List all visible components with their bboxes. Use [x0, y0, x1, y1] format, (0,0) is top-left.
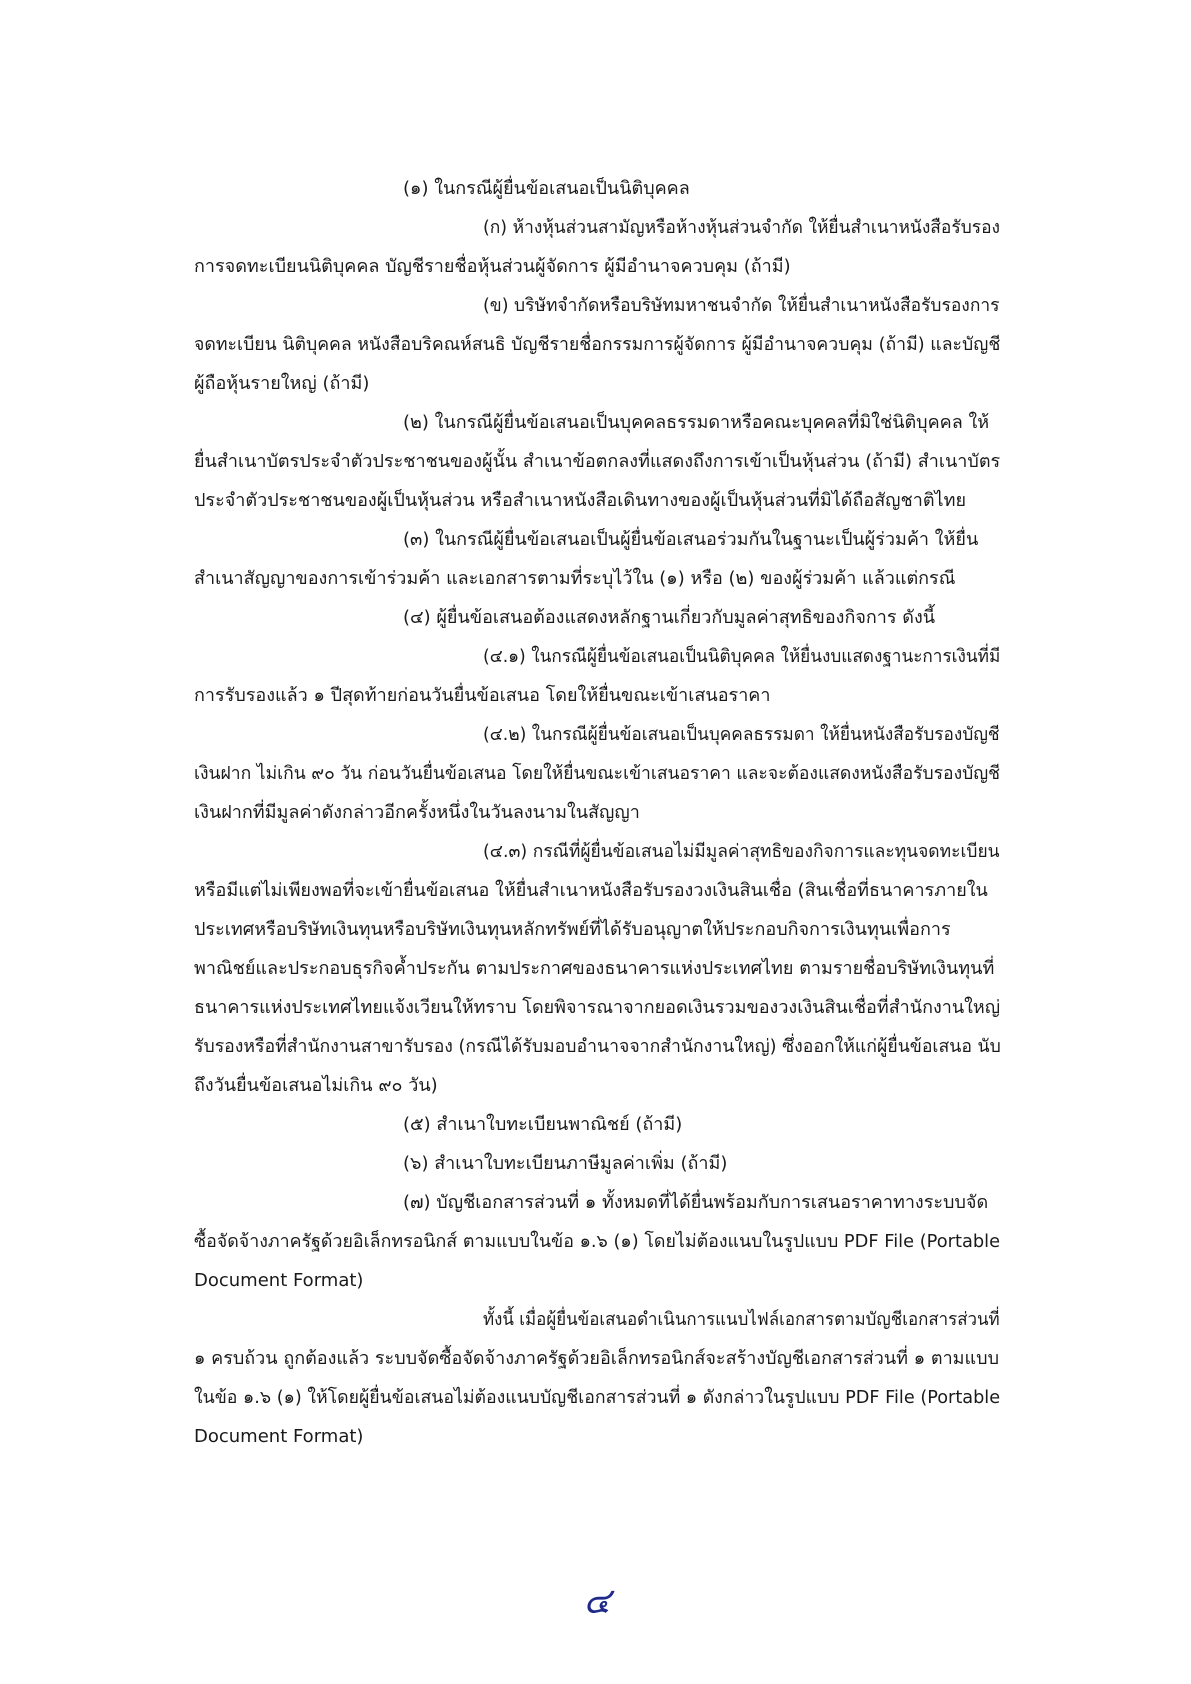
- text-line: (๕) สำเนาใบทะเบียนพาณิชย์ (ถ้ามี): [403, 1114, 683, 1135]
- text-line: ยื่นสำเนาบัตรประจำตัวประชาชนของผู้นั้น สำเนาข้อตกลงที่แสดงถึงการเข้าเป็นหุ้นส่วน (ถ้ามี) สำเนาบัตร: [194, 451, 1001, 472]
- text-line: ถึงวันยื่นข้อเสนอไม่เกิน ๙๐ วัน): [194, 1075, 438, 1096]
- text-line: หรือมีแต่ไม่เพียงพอที่จะเข้ายื่นข้อเสนอ ให้ยื่นสำเนาหนังสือรับรองวงเงินสินเชื่อ (สินเชื่อที่ธนาคารภายใน: [194, 880, 988, 901]
- text-line: รับรองหรือที่สำนักงานสาขารับรอง (กรณีได้รับมอบอำนาจจากสำนักงานใหญ่) ซึ่งออกให้แก่ผู้ยื่นข้อเสนอ นับ: [194, 1036, 1001, 1057]
- text-line: (ข) บริษัทจำกัดหรือบริษัทมหาชนจำกัด ให้ยื่นสำเนาหนังสือรับรองการ: [483, 295, 1000, 316]
- text-line: ๑ ครบถ้วน ถูกต้องแล้ว ระบบจัดซื้อจัดจ้างภาครัฐด้วยอิเล็กทรอนิกส์จะสร้างบัญชีเอกสารส่วนที่ ๑ ตามแบบ: [194, 1348, 999, 1369]
- page-number: ๔: [583, 1581, 611, 1622]
- text-line: ประจำตัวประชาชนของผู้เป็นหุ้นส่วน หรือสำเนาหนังสือเดินทางของผู้เป็นหุ้นส่วนที่มิได้ถือสัญชาติไทย: [194, 490, 966, 511]
- text-line: การจดทะเบียนนิติบุคคล บัญชีรายชื่อหุ้นส่วนผู้จัดการ ผู้มีอำนาจควบคุม (ถ้ามี): [194, 256, 791, 277]
- text-line: เงินฝากที่มีมูลค่าดังกล่าวอีกครั้งหนึ่งในวันลงนามในสัญญา: [194, 802, 640, 823]
- text-line: เงินฝาก ไม่เกิน ๙๐ วัน ก่อนวันยื่นข้อเสนอ โดยให้ยื่นขณะเข้าเสนอราคา และจะต้องแสดงหนังสือรับรองบัญชี: [194, 763, 1001, 784]
- text-line: (๑) ในกรณีผู้ยื่นข้อเสนอเป็นนิติบุคคล: [403, 178, 690, 199]
- text-line: Document Format): [194, 1270, 364, 1291]
- text-line: (๓) ในกรณีผู้ยื่นข้อเสนอเป็นผู้ยื่นข้อเสนอร่วมกันในฐานะเป็นผู้ร่วมค้า ให้ยื่น: [403, 529, 979, 550]
- text-line: (ก) ห้างหุ้นส่วนสามัญหรือห้างหุ้นส่วนจำกัด ให้ยื่นสำเนาหนังสือรับรอง: [483, 217, 1001, 238]
- text-line: จดทะเบียน นิติบุคคล หนังสือบริคณห์สนธิ บัญชีรายชื่อกรรมการผู้จัดการ ผู้มีอำนาจควบคุม (ถ้ามี) และบัญชี: [194, 334, 1001, 355]
- text-line: Document Format): [194, 1426, 364, 1447]
- text-line: (๔.๒) ในกรณีผู้ยื่นข้อเสนอเป็นบุคคลธรรมดา ให้ยื่นหนังสือรับรองบัญชี: [483, 724, 1000, 745]
- text-line: พาณิชย์และประกอบธุรกิจค้ำประกัน ตามประกาศของธนาคารแห่งประเทศไทย ตามรายชื่อบริษัทเงินทุนที่: [194, 958, 995, 979]
- text-line: ธนาคารแห่งประเทศไทยแจ้งเวียนให้ทราบ โดยพิจารณาจากยอดเงินรวมของวงเงินสินเชื่อที่สำนักงานใหญ่: [194, 997, 1001, 1018]
- text-line: ผู้ถือหุ้นรายใหญ่ (ถ้ามี): [194, 373, 370, 394]
- text-line: ทั้งนี้ เมื่อผู้ยื่นข้อเสนอดำเนินการแนบไฟล์เอกสารตามบัญชีเอกสารส่วนที่: [483, 1309, 1000, 1330]
- text-line: (๒) ในกรณีผู้ยื่นข้อเสนอเป็นบุคคลธรรมดาหรือคณะบุคคลที่มิใช่นิติบุคคล ให้: [403, 412, 990, 433]
- text-line: ซื้อจัดจ้างภาครัฐด้วยอิเล็กทรอนิกส์ ตามแบบในข้อ ๑.๖ (๑) โดยไม่ต้องแนบในรูปแบบ PDF File (Portable: [194, 1231, 1001, 1252]
- text-line: สำเนาสัญญาของการเข้าร่วมค้า และเอกสารตามที่ระบุไว้ใน (๑) หรือ (๒) ของผู้ร่วมค้า แล้วแต่กรณี: [194, 568, 956, 589]
- text-line: (๔.๓) กรณีที่ผู้ยื่นข้อเสนอไม่มีมูลค่าสุทธิของกิจการและทุนจดทะเบียน: [483, 841, 1000, 862]
- text-line: (๔) ผู้ยื่นข้อเสนอต้องแสดงหลักฐานเกี่ยวกับมูลค่าสุทธิของกิจการ ดังนี้: [403, 607, 936, 628]
- text-line: การรับรองแล้ว ๑ ปีสุดท้ายก่อนวันยื่นข้อเสนอ โดยให้ยื่นขณะเข้าเสนอราคา: [194, 685, 771, 706]
- text-line: (๗) บัญชีเอกสารส่วนที่ ๑ ทั้งหมดที่ได้ยื่นพร้อมกับการเสนอราคาทางระบบจัด: [403, 1192, 989, 1213]
- text-line: (๖) สำเนาใบทะเบียนภาษีมูลค่าเพิ่ม (ถ้ามี): [403, 1153, 728, 1174]
- text-line: ในข้อ ๑.๖ (๑) ให้โดยผู้ยื่นข้อเสนอไม่ต้องแนบบัญชีเอกสารส่วนที่ ๑ ดังกล่าวในรูปแบบ PDF File (Portable: [194, 1387, 1001, 1408]
- text-line: ประเทศหรือบริษัทเงินทุนหรือบริษัทเงินทุนหลักทรัพย์ที่ได้รับอนุญาตให้ประกอบกิจการเงินทุนเพื่อการ: [194, 919, 951, 940]
- text-line: (๔.๑) ในกรณีผู้ยื่นข้อเสนอเป็นนิติบุคคล ให้ยื่นงบแสดงฐานะการเงินที่มี: [483, 646, 1001, 667]
